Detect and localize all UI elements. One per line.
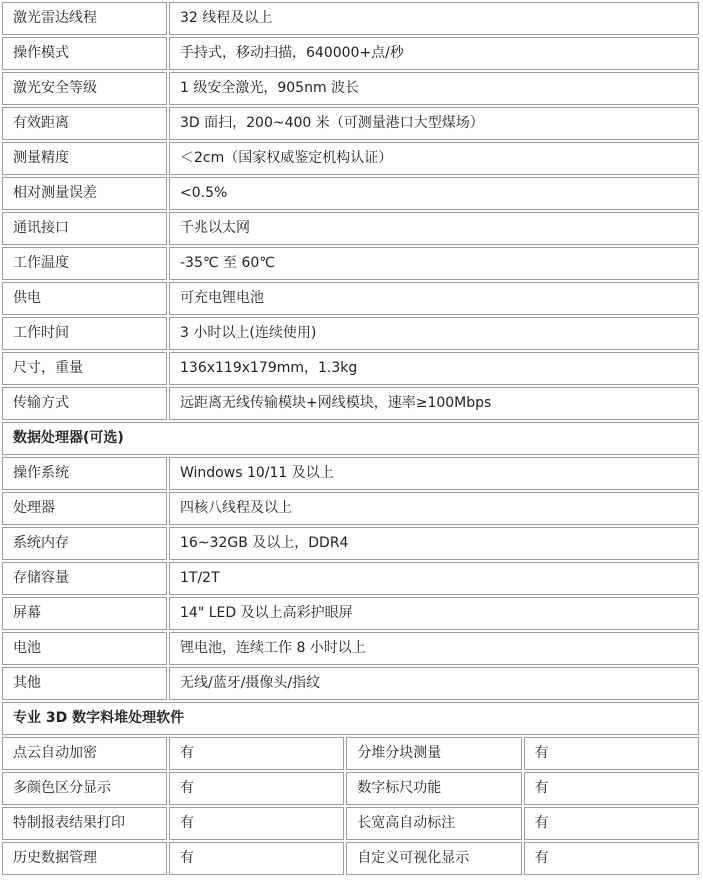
spec-value: 可充电锂电池 xyxy=(169,282,699,315)
processor-value: 锂电池，连续工作 8 小时以上 xyxy=(169,632,699,665)
spec-row xyxy=(2,492,699,525)
spec-label: 激光雷达线程 xyxy=(2,2,167,35)
feature-row xyxy=(2,772,699,805)
feature-label: 点云自动加密 xyxy=(2,737,167,770)
spec-value: 1 级安全激光，905nm 波长 xyxy=(169,72,699,105)
processor-label: 操作系统 xyxy=(2,457,167,490)
spec-row xyxy=(2,352,699,385)
spec-row xyxy=(2,107,699,140)
feature-value: 有 xyxy=(169,772,344,805)
feature-label: 分堆分块测量 xyxy=(346,737,521,770)
spec-row xyxy=(2,597,699,630)
processor-label: 电池 xyxy=(2,632,167,665)
spec-value: 远距离无线传输模块+网线模块，速率≥100Mbps xyxy=(169,387,699,420)
processor-label: 屏幕 xyxy=(2,597,167,630)
spec-row xyxy=(2,72,699,105)
spec-value: -35℃ 至 60℃ xyxy=(169,247,699,280)
spec-row xyxy=(2,212,699,245)
processor-label: 其他 xyxy=(2,667,167,700)
feature-value: 有 xyxy=(169,842,344,875)
spec-label: 尺寸，重量 xyxy=(2,352,167,385)
feature-label: 历史数据管理 xyxy=(2,842,167,875)
spec-value: ＜2cm（国家权威鉴定机构认证） xyxy=(169,142,699,175)
spec-value: 136x119x179mm，1.3kg xyxy=(169,352,699,385)
processor-value: 四核八线程及以上 xyxy=(169,492,699,525)
spec-row xyxy=(2,177,699,210)
feature-value: 有 xyxy=(524,807,699,840)
spec-row xyxy=(2,37,699,70)
spec-row xyxy=(2,632,699,665)
spec-row xyxy=(2,282,699,315)
spec-value: <0.5% xyxy=(169,177,699,210)
processor-value: 无线/蓝牙/摄像头/指纹 xyxy=(169,667,699,700)
spec-row xyxy=(2,457,699,490)
feature-row xyxy=(2,737,699,770)
feature-value: 有 xyxy=(169,807,344,840)
section-row xyxy=(2,422,699,455)
spec-row xyxy=(2,317,699,350)
spec-label: 有效距离 xyxy=(2,107,167,140)
processor-value: Windows 10/11 及以上 xyxy=(169,457,699,490)
feature-value: 有 xyxy=(169,737,344,770)
feature-label: 多颜色区分显示 xyxy=(2,772,167,805)
feature-row xyxy=(2,807,699,840)
feature-label: 长宽高自动标注 xyxy=(346,807,521,840)
feature-row xyxy=(2,842,699,875)
spec-row xyxy=(2,667,699,700)
section-row xyxy=(2,702,699,735)
spec-row xyxy=(2,527,699,560)
feature-value: 有 xyxy=(524,772,699,805)
spec-label: 通讯接口 xyxy=(2,212,167,245)
spec-value: 3D 面扫，200~400 米（可测量港口大型煤场） xyxy=(169,107,699,140)
spec-row xyxy=(2,2,699,35)
processor-label: 存储容量 xyxy=(2,562,167,595)
section-title-software: 专业 3D 数字料堆处理软件 xyxy=(2,702,699,735)
spec-label: 工作时间 xyxy=(2,317,167,350)
spec-row xyxy=(2,562,699,595)
processor-label: 系统内存 xyxy=(2,527,167,560)
spec-row xyxy=(2,387,699,420)
spec-label: 激光安全等级 xyxy=(2,72,167,105)
feature-label: 自定义可视化显示 xyxy=(346,842,521,875)
processor-value: 16~32GB 及以上，DDR4 xyxy=(169,527,699,560)
feature-label: 数字标尺功能 xyxy=(346,772,521,805)
spec-value: 千兆以太网 xyxy=(169,212,699,245)
processor-value: 14" LED 及以上高彩护眼屏 xyxy=(169,597,699,630)
spec-value: 32 线程及以上 xyxy=(169,2,699,35)
spec-row xyxy=(2,247,699,280)
spec-label: 操作模式 xyxy=(2,37,167,70)
spec-label: 供电 xyxy=(2,282,167,315)
spec-label: 测量精度 xyxy=(2,142,167,175)
feature-label: 特制报表结果打印 xyxy=(2,807,167,840)
spec-value: 3 小时以上(连续使用) xyxy=(169,317,699,350)
spec-label: 相对测量误差 xyxy=(2,177,167,210)
spec-row xyxy=(2,142,699,175)
spec-label: 传输方式 xyxy=(2,387,167,420)
spec-label: 工作温度 xyxy=(2,247,167,280)
feature-value: 有 xyxy=(524,842,699,875)
spec-value: 手持式，移动扫描，640000+点/秒 xyxy=(169,37,699,70)
processor-label: 处理器 xyxy=(2,492,167,525)
feature-value: 有 xyxy=(524,737,699,770)
section-title-processor: 数据处理器(可选) xyxy=(2,422,699,455)
processor-value: 1T/2T xyxy=(169,562,699,595)
